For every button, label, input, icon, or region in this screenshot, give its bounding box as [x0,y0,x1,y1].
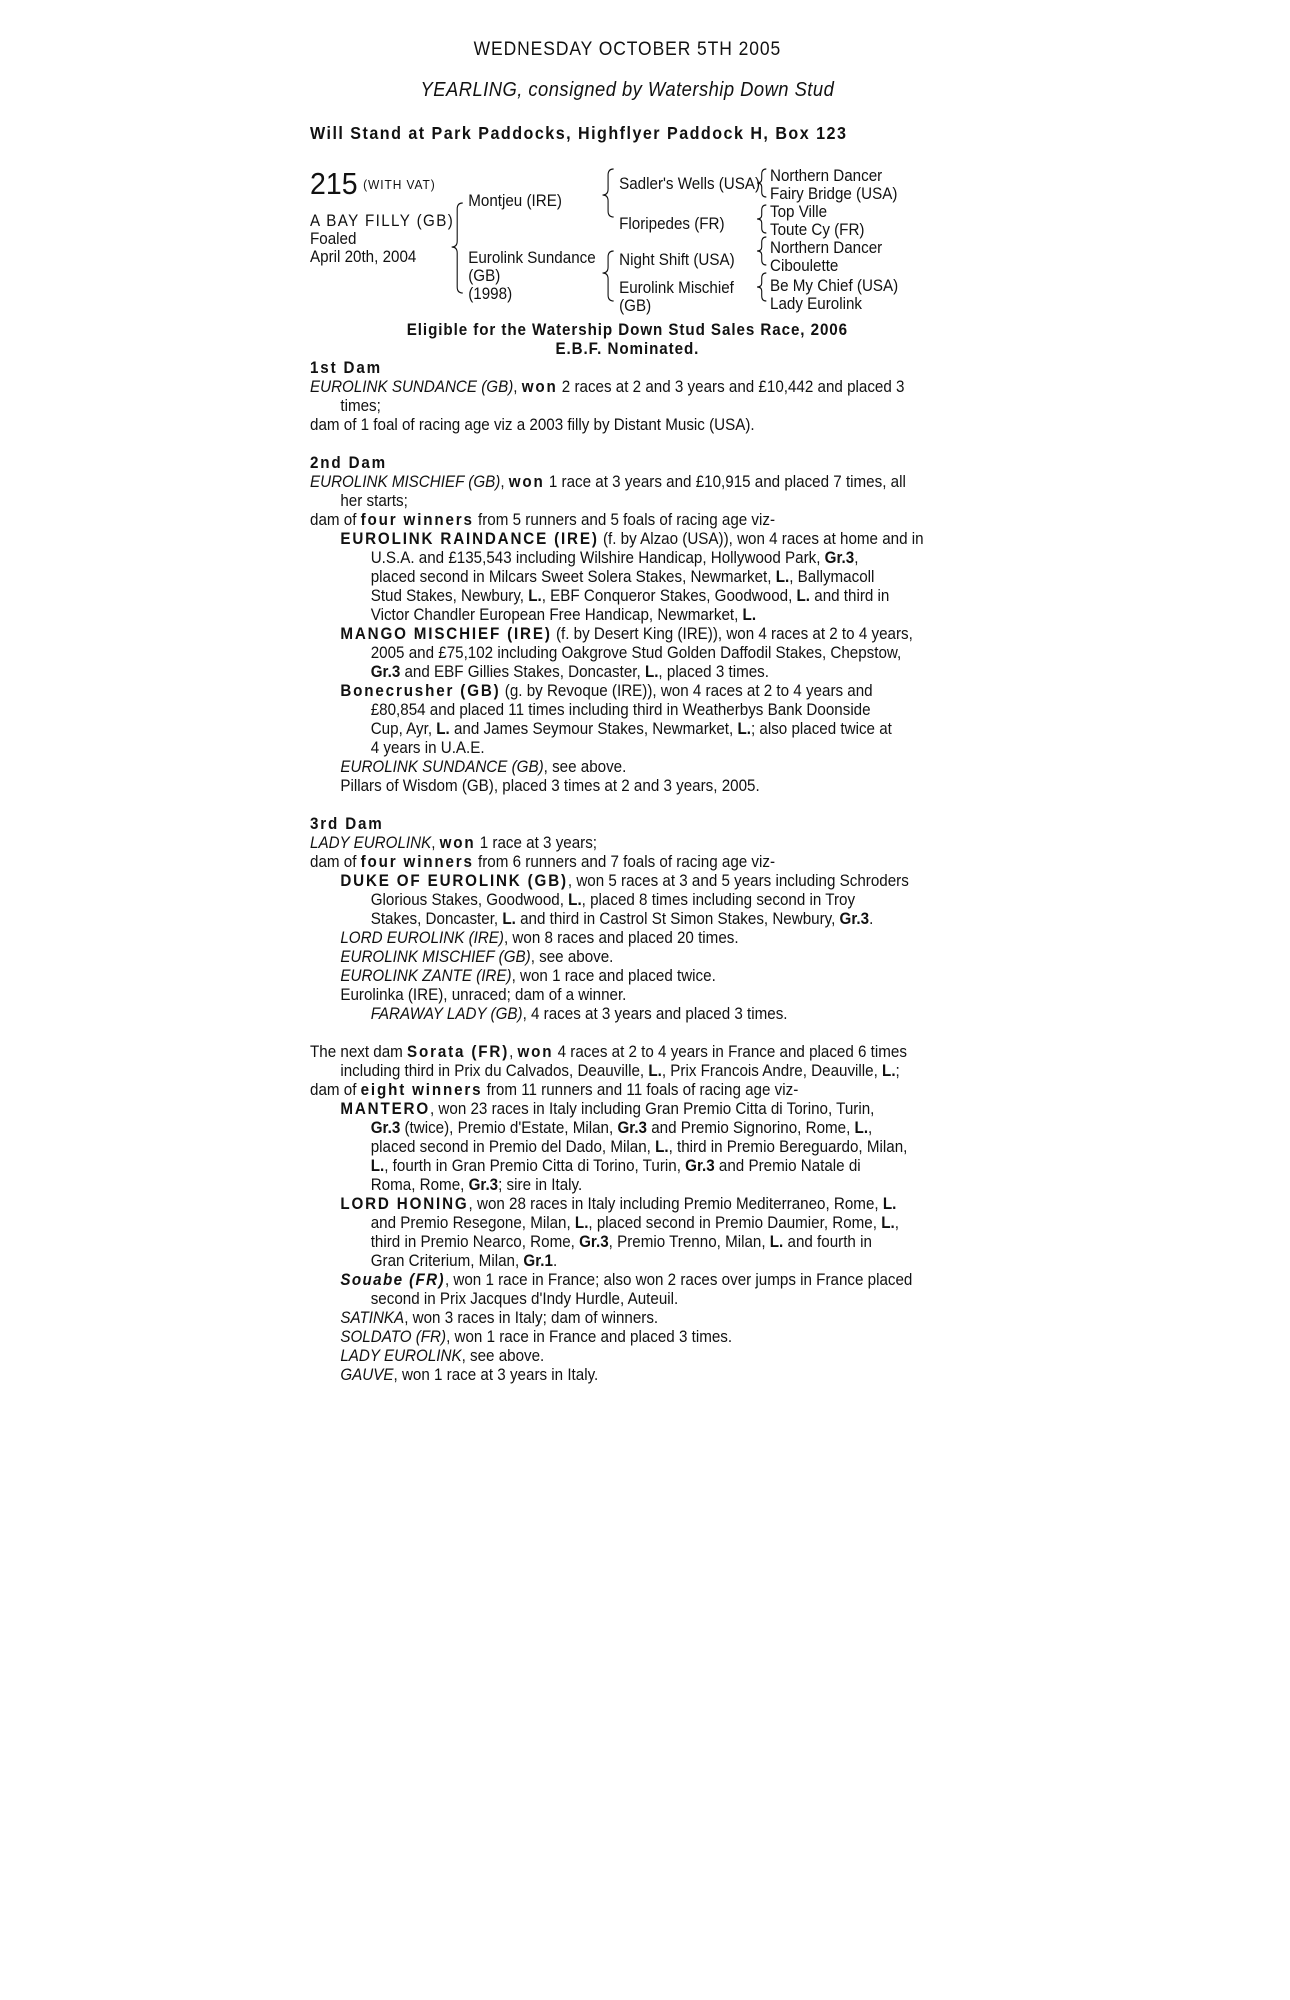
produce-lord-honing: LORD HONING, won 28 races in Italy including Premio Mediterraneo, Rome, L. and Premio Resegone, Milan, L., placed second in Premio Daumier, Rome, L., third in Premio Nearco, Rome, Gr.3, Premio Trenno, Milan, L. and fourth in Gran Criterium, Milan, Gr.1. [340,1195,899,1270]
produce-eurolink-zante: EUROLINK ZANTE (IRE), won 1 race and placed twice. [340,967,716,985]
second-dam-record: EUROLINK MISCHIEF (GB), won 1 race at 3 years and £10,915 and placed 7 times, all her starts; [310,473,906,510]
produce-eurolinka: Eurolinka (IRE), unraced; dam of a winner. [340,986,627,1004]
third-dam-record: LADY EUROLINK, won 1 race at 3 years; [310,834,598,852]
horse-name: A BAY FILLY (GB) [310,212,455,230]
sire-sire: Sadler's Wells (USA) [619,175,761,193]
produce-soldato: SOLDATO (FR), won 1 race in France and placed 3 times. [340,1328,733,1346]
produce-eurolink-mischief: EUROLINK MISCHIEF (GB), see above. [340,948,614,966]
foaled-date: April 20th, 2004 [310,248,417,266]
ggp-6: Ciboulette [770,257,839,275]
produce-duke-of-eurolink: DUKE OF EUROLINK (GB), won 5 races at 3 and 5 years including Schroders Glorious Stakes, Goodwood, L., placed 8 times including second in Troy Stakes, Doncaster, L. and third in Castrol St Simon Stakes, Newbury, Gr.3. [340,872,909,928]
dam-line-3: (1998) [468,285,513,303]
next-dam-record: The next dam Sorata (FR), won 4 races at 2 to 4 years in France and placed 6 times including third in Prix du Calvados, Deauville, L., Prix Francois Andre, Deauville, L.; [310,1043,907,1080]
produce-lady-eurolink: LADY EUROLINK, see above. [340,1347,545,1365]
ggp-2: Fairy Bridge (USA) [770,185,898,203]
first-dam-record: EUROLINK SUNDANCE (GB), won 2 races at 2 and 3 years and £10,442 and placed 3 times; [310,378,905,415]
section-first-dam [310,359,945,435]
lot-number: 215 (WITH VAT) [310,166,436,201]
section-next-dam [310,1043,945,1385]
brace-sire [603,169,614,217]
produce-satinka: SATINKA, won 3 races in Italy; dam of winners. [340,1309,659,1327]
eligibility-note: Eligible for the Watership Down Stud Sales Race, 2006 [406,321,849,339]
produce-souabe: Souabe (FR), won 1 race in France; also won 2 races over jumps in France placed second in Prix Jacques d'Indy Hurdle, Auteuil. [340,1271,913,1308]
section-third-dam [310,815,945,1024]
produce-faraway-lady: FARAWAY LADY (GB), 4 races at 3 years and placed 3 times. [370,1005,788,1023]
brace-main [452,203,463,293]
third-dam-heading: 3rd Dam [310,815,384,833]
first-dam-produce: dam of 1 foal of racing age viz a 2003 filly by Distant Music (USA). [310,416,755,434]
brace-dd [757,273,766,301]
sire-dam: Floripedes (FR) [619,215,725,233]
ggp-7: Be My Chief (USA) [770,277,899,295]
produce-bonecrusher: Bonecrusher (GB) (g. by Revoque (IRE)), won 4 races at 2 to 4 years and £80,854 and placed 11 times including third in Weatherbys Bank Doonside Cup, Ayr, L. and James Seymour Stakes, Newmarket, L.; also placed twice at 4 years in U.A.E. [340,682,892,757]
dam-line-2: (GB) [468,267,501,285]
brace-sd [757,205,766,233]
dam-dam-line-1: Eurolink Mischief [619,279,734,297]
second-dam-heading: 2nd Dam [310,454,387,472]
brace-ds [757,237,766,265]
stand-location: Will Stand at Park Paddocks, Highflyer Paddock H, Box 123 [310,123,848,143]
produce-mango-mischief: MANGO MISCHIEF (IRE) (f. by Desert King (IRE)), won 4 races at 2 to 4 years, 2005 and £75,102 including Oakgrove Stud Golden Daffodil Stakes, Chepstow, Gr.3 and EBF Gillies Stakes, Doncaster, L., placed 3 times. [340,625,913,681]
ggp-1: Northern Dancer [770,167,883,185]
vat-note: (WITH VAT) [363,177,436,192]
dam-sire: Night Shift (USA) [619,251,735,269]
ggp-3: Top Ville [770,203,828,221]
ggp-8: Lady Eurolink [770,295,862,313]
produce-pillars-of-wisdom: Pillars of Wisdom (GB), placed 3 times at 2 and 3 years, 2005. [340,777,760,795]
pedigree-block [310,167,945,321]
foaled-label: Foaled [310,230,357,248]
ebf-note: E.B.F. Nominated. [555,340,700,358]
produce-eurolink-raindance: EUROLINK RAINDANCE (IRE) (f. by Alzao (USA)), won 4 races at home and in U.S.A. and £135,543 including Wilshire Handicap, Hollywood Park, Gr.3, placed second in Milcars Sweet Solera Stakes, Newmarket, L., Ballymacoll Stud Stakes, Newbury, L., EBF Conqueror Stakes, Goodwood, L. and third in Victor Chandler European Free Handicap, Newmarket, L. [340,530,924,624]
second-dam-produce: dam of four winners from 5 runners and 5 foals of racing age viz- [310,511,776,529]
catalogue-page [310,40,945,1385]
produce-mantero: MANTERO, won 23 races in Italy including Gran Premio Citta di Torino, Turin, Gr.3 (twice), Premio d'Estate, Milan, Gr.3 and Premio Signorino, Rome, L., placed second in Premio del Dado, Milan, L., third in Premio Bereguardo, Milan, L., fourth in Gran Premio Citta di Torino, Turin, Gr.3 and Premio Natale di Roma, Rome, Gr.3; sire in Italy. [340,1100,908,1194]
ggp-4: Toute Cy (FR) [770,221,865,239]
third-dam-produce: dam of four winners from 6 runners and 7 foals of racing age viz- [310,853,776,871]
produce-gauve: GAUVE, won 1 race at 3 years in Italy. [340,1366,599,1384]
produce-lord-eurolink: LORD EUROLINK (IRE), won 8 races and placed 20 times. [340,929,739,947]
section-second-dam [310,454,945,796]
sire: Montjeu (IRE) [468,192,562,210]
produce-eurolink-sundance: EUROLINK SUNDANCE (GB), see above. [340,758,627,776]
dam-dam-line-2: (GB) [619,297,652,315]
brace-dam [603,251,614,301]
sale-date: WEDNESDAY OCTOBER 5TH 2005 [473,39,782,60]
ggp-5: Northern Dancer [770,239,883,257]
consignment-line: YEARLING, consigned by Watership Down Stud [420,79,835,101]
first-dam-heading: 1st Dam [310,359,382,377]
dam-line-1: Eurolink Sundance [468,249,596,267]
next-dam-produce: dam of eight winners from 11 runners and 11 foals of racing age viz- [310,1081,799,1099]
